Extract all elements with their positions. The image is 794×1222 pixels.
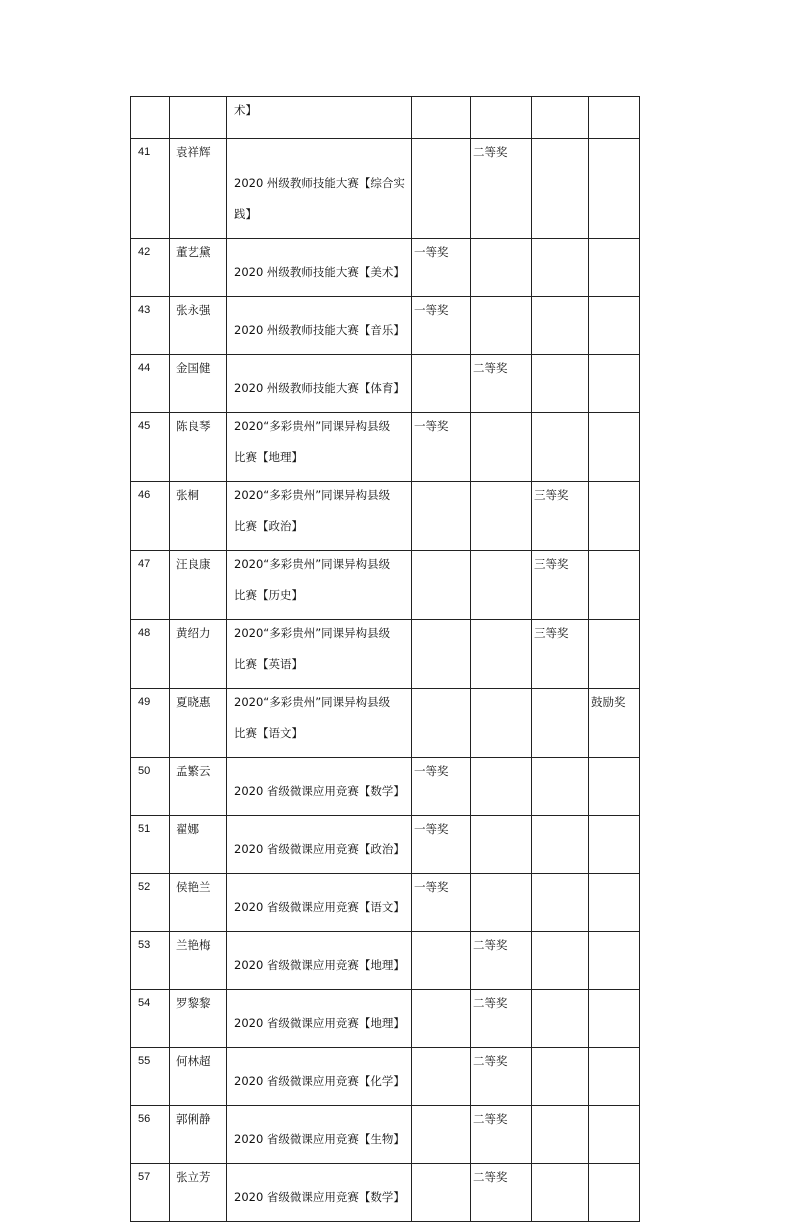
competition-cell — [227, 1048, 412, 1106]
award-label — [471, 239, 531, 245]
award-label — [589, 239, 639, 245]
competition-cell — [227, 482, 412, 551]
award-label: 一等奖 — [414, 303, 449, 317]
award-label — [471, 482, 531, 488]
award-label — [589, 139, 639, 145]
competition-name — [227, 990, 411, 1047]
competition-cell — [227, 990, 412, 1048]
award-label — [532, 874, 588, 880]
competition-line: 2020 省级微课应用竞赛【生物】 — [234, 1132, 405, 1146]
award-cell-4 — [589, 1048, 640, 1106]
row-number: 53 — [138, 939, 151, 951]
award-cell-2 — [471, 932, 532, 990]
award-label — [532, 816, 588, 822]
award-cell-4 — [589, 816, 640, 874]
award-label — [589, 816, 639, 822]
teacher-name-cell — [170, 413, 227, 482]
award-label — [532, 932, 588, 938]
award-label — [471, 689, 531, 695]
award-cell-4 — [589, 758, 640, 816]
table-row — [131, 689, 640, 758]
award-label — [532, 97, 588, 103]
award-cell-4 — [589, 620, 640, 689]
award-label — [532, 1164, 588, 1170]
teacher-name-cell — [170, 816, 227, 874]
competition-line: 2020“多彩贵州”同课异构县级 — [234, 557, 391, 571]
award-label — [412, 139, 470, 145]
award-label: 二等奖 — [473, 1112, 508, 1126]
award-cell-3 — [532, 297, 589, 355]
award-label — [532, 239, 588, 245]
teacher-name-cell — [170, 758, 227, 816]
award-cell-1 — [412, 689, 471, 758]
row-number: 42 — [138, 246, 151, 258]
row-number-cell — [131, 990, 170, 1048]
award-label: 二等奖 — [473, 1170, 508, 1184]
award-label: 一等奖 — [414, 419, 449, 433]
competition-name — [227, 758, 411, 815]
row-number: 50 — [138, 765, 151, 777]
row-number: 47 — [138, 558, 151, 570]
competition-cell — [227, 1164, 412, 1222]
award-label — [532, 139, 588, 145]
competition-line: 比赛【英语】 — [234, 657, 303, 671]
teacher-name: 罗黎黎 — [176, 996, 211, 1010]
row-number-cell — [131, 139, 170, 239]
award-cell-1 — [412, 816, 471, 874]
competition-line: 2020 州级教师技能大赛【美术】 — [234, 265, 405, 279]
table-row — [131, 355, 640, 413]
award-label: 二等奖 — [473, 145, 508, 159]
teacher-name-cell — [170, 551, 227, 620]
award-label — [471, 97, 531, 103]
award-cell-1 — [412, 551, 471, 620]
award-label — [471, 874, 531, 880]
award-cell-4 — [589, 355, 640, 413]
award-cell-2 — [471, 990, 532, 1048]
row-number-cell — [131, 551, 170, 620]
award-cell-3 — [532, 620, 589, 689]
competition-name — [227, 1106, 411, 1163]
award-label — [589, 551, 639, 557]
competition-line: 2020 州级教师技能大赛【音乐】 — [234, 323, 405, 337]
competition-cell — [227, 551, 412, 620]
row-number-cell — [131, 482, 170, 551]
award-cell-4 — [589, 932, 640, 990]
award-label — [471, 816, 531, 822]
teacher-name-cell — [170, 297, 227, 355]
competition-name — [227, 482, 411, 550]
award-label — [589, 1164, 639, 1170]
award-cell-4 — [589, 297, 640, 355]
award-cell-4 — [589, 1164, 640, 1222]
row-number-cell — [131, 97, 170, 139]
award-label — [412, 355, 470, 361]
competition-cell — [227, 816, 412, 874]
award-cell-1 — [412, 355, 471, 413]
row-number-cell — [131, 413, 170, 482]
award-cell-1 — [412, 139, 471, 239]
teacher-name: 金国健 — [176, 361, 211, 375]
competition-line: 2020“多彩贵州”同课异构县级 — [234, 626, 391, 640]
teacher-name: 张桐 — [176, 488, 199, 502]
teacher-name-cell — [170, 1048, 227, 1106]
award-label — [589, 297, 639, 303]
award-label — [589, 620, 639, 626]
award-label — [471, 758, 531, 764]
award-cell-2 — [471, 297, 532, 355]
award-cell-3 — [532, 482, 589, 551]
award-cell-1 — [412, 413, 471, 482]
award-cell-4 — [589, 874, 640, 932]
competition-cell — [227, 239, 412, 297]
award-cell-1 — [412, 758, 471, 816]
award-cell-4 — [589, 413, 640, 482]
row-number — [131, 97, 169, 103]
teacher-name: 袁祥辉 — [176, 145, 211, 159]
competition-cell — [227, 97, 412, 139]
award-cell-1 — [412, 297, 471, 355]
row-number: 54 — [138, 997, 151, 1009]
award-label — [589, 758, 639, 764]
competition-line — [234, 145, 411, 176]
award-label — [589, 413, 639, 419]
table-row — [131, 874, 640, 932]
table-row — [131, 297, 640, 355]
award-cell-2 — [471, 355, 532, 413]
competition-name — [227, 97, 411, 134]
teacher-name-cell — [170, 97, 227, 139]
row-number: 45 — [138, 420, 151, 432]
row-number: 52 — [138, 881, 151, 893]
award-label: 二等奖 — [473, 1054, 508, 1068]
teacher-name: 陈良琴 — [176, 419, 211, 433]
award-cell-2 — [471, 482, 532, 551]
table-row — [131, 239, 640, 297]
competition-name — [227, 239, 411, 296]
competition-cell — [227, 932, 412, 990]
award-cell-2 — [471, 816, 532, 874]
award-cell-2 — [471, 139, 532, 239]
award-cell-3 — [532, 551, 589, 620]
award-cell-1 — [412, 990, 471, 1048]
row-number-cell — [131, 355, 170, 413]
teacher-name-cell — [170, 1164, 227, 1222]
award-cell-1 — [412, 482, 471, 551]
award-cell-4 — [589, 551, 640, 620]
teacher-name: 兰艳梅 — [176, 938, 211, 952]
award-label — [589, 482, 639, 488]
competition-cell — [227, 689, 412, 758]
competition-line: 2020 省级微课应用竞赛【数学】 — [234, 1190, 405, 1204]
award-cell-2 — [471, 413, 532, 482]
teacher-name-cell — [170, 990, 227, 1048]
teacher-name-cell — [170, 620, 227, 689]
award-cell-2 — [471, 239, 532, 297]
competition-name — [227, 689, 411, 757]
award-cell-2 — [471, 874, 532, 932]
row-number: 57 — [138, 1171, 151, 1183]
teacher-name: 张立芳 — [176, 1170, 211, 1184]
award-label — [589, 97, 639, 103]
award-cell-4 — [589, 139, 640, 239]
award-cell-2 — [471, 1048, 532, 1106]
competition-name — [227, 874, 411, 931]
awards-table — [130, 96, 640, 1222]
award-cell-4 — [589, 239, 640, 297]
teacher-name: 夏晓惠 — [176, 695, 211, 709]
award-label: 三等奖 — [534, 557, 569, 571]
award-cell-2 — [471, 97, 532, 139]
competition-name — [227, 355, 411, 412]
award-label — [589, 990, 639, 996]
competition-line: 2020“多彩贵州”同课异构县级 — [234, 419, 391, 433]
table-row — [131, 620, 640, 689]
row-number-cell — [131, 874, 170, 932]
table-row — [131, 482, 640, 551]
teacher-name: 何林超 — [176, 1054, 211, 1068]
teacher-name-cell — [170, 874, 227, 932]
award-cell-3 — [532, 139, 589, 239]
teacher-name: 黄绍力 — [176, 626, 211, 640]
award-cell-1 — [412, 620, 471, 689]
row-number: 56 — [138, 1113, 151, 1125]
award-label — [412, 932, 470, 938]
teacher-name: 翟娜 — [176, 822, 199, 836]
row-number-cell — [131, 1164, 170, 1222]
award-label — [412, 620, 470, 626]
teacher-name-cell — [170, 689, 227, 758]
award-cell-4 — [589, 97, 640, 139]
teacher-name-cell — [170, 355, 227, 413]
award-label — [412, 990, 470, 996]
award-cell-3 — [532, 874, 589, 932]
teacher-name-cell — [170, 139, 227, 239]
teacher-name: 侯艳兰 — [176, 880, 211, 894]
table-row — [131, 1164, 640, 1222]
competition-line: 践】 — [234, 207, 257, 221]
award-cell-2 — [471, 758, 532, 816]
competition-cell — [227, 1106, 412, 1164]
award-cell-3 — [532, 413, 589, 482]
award-cell-2 — [471, 689, 532, 758]
row-number: 48 — [138, 627, 151, 639]
competition-line: 比赛【政治】 — [234, 519, 303, 533]
competition-line: 2020 省级微课应用竞赛【政治】 — [234, 842, 405, 856]
competition-name — [227, 816, 411, 873]
competition-line: 2020 州级教师技能大赛【综合实 — [234, 176, 405, 190]
row-number-cell — [131, 689, 170, 758]
award-label — [589, 355, 639, 361]
award-label: 二等奖 — [473, 938, 508, 952]
award-label — [412, 1164, 470, 1170]
award-label — [589, 932, 639, 938]
award-label — [412, 482, 470, 488]
award-label: 鼓励奖 — [591, 695, 626, 709]
award-label — [412, 1048, 470, 1054]
award-label — [471, 413, 531, 419]
competition-line: 术】 — [234, 103, 257, 117]
award-cell-2 — [471, 620, 532, 689]
teacher-name — [170, 97, 226, 103]
competition-cell — [227, 355, 412, 413]
row-number-cell — [131, 620, 170, 689]
award-cell-2 — [471, 551, 532, 620]
award-cell-4 — [589, 990, 640, 1048]
teacher-name: 董艺黛 — [176, 245, 211, 259]
award-cell-3 — [532, 1106, 589, 1164]
award-cell-1 — [412, 932, 471, 990]
award-cell-3 — [532, 932, 589, 990]
row-number-cell — [131, 1048, 170, 1106]
award-label — [532, 297, 588, 303]
award-label — [412, 551, 470, 557]
competition-line: 2020 省级微课应用竞赛【地理】 — [234, 958, 405, 972]
award-label: 一等奖 — [414, 822, 449, 836]
row-number-cell — [131, 816, 170, 874]
award-cell-1 — [412, 1106, 471, 1164]
award-label — [412, 689, 470, 695]
table-row — [131, 990, 640, 1048]
row-number-cell — [131, 297, 170, 355]
awards-table-body — [131, 97, 640, 1222]
competition-line: 2020 省级微课应用竞赛【化学】 — [234, 1074, 405, 1088]
award-cell-3 — [532, 1048, 589, 1106]
award-cell-1 — [412, 1048, 471, 1106]
award-cell-3 — [532, 990, 589, 1048]
award-label — [589, 1106, 639, 1112]
award-label — [532, 758, 588, 764]
competition-name — [227, 1164, 411, 1221]
row-number: 51 — [138, 823, 151, 835]
table-row — [131, 816, 640, 874]
table-row — [131, 551, 640, 620]
teacher-name-cell — [170, 239, 227, 297]
table-row — [131, 1048, 640, 1106]
row-number: 43 — [138, 304, 151, 316]
teacher-name: 张永强 — [176, 303, 211, 317]
competition-name — [227, 413, 411, 481]
award-cell-1 — [412, 1164, 471, 1222]
award-label — [532, 1048, 588, 1054]
award-label — [589, 1048, 639, 1054]
award-label: 三等奖 — [534, 626, 569, 640]
competition-cell — [227, 620, 412, 689]
award-cell-3 — [532, 816, 589, 874]
teacher-name: 汪良康 — [176, 557, 211, 571]
award-cell-2 — [471, 1164, 532, 1222]
award-label — [532, 413, 588, 419]
award-label: 一等奖 — [414, 245, 449, 259]
award-cell-2 — [471, 1106, 532, 1164]
competition-cell — [227, 413, 412, 482]
award-cell-3 — [532, 355, 589, 413]
competition-cell — [227, 758, 412, 816]
award-cell-3 — [532, 689, 589, 758]
competition-name — [227, 932, 411, 989]
award-cell-1 — [412, 97, 471, 139]
competition-name — [227, 139, 411, 238]
award-label: 二等奖 — [473, 996, 508, 1010]
award-cell-4 — [589, 482, 640, 551]
competition-cell — [227, 297, 412, 355]
award-label: 一等奖 — [414, 764, 449, 778]
row-number-cell — [131, 239, 170, 297]
table-row — [131, 139, 640, 239]
competition-line: 比赛【历史】 — [234, 588, 303, 602]
award-cell-3 — [532, 239, 589, 297]
teacher-name: 郭俐静 — [176, 1112, 211, 1126]
table-row — [131, 1106, 640, 1164]
competition-name — [227, 297, 411, 354]
award-label — [532, 689, 588, 695]
award-label — [532, 355, 588, 361]
award-label — [471, 551, 531, 557]
award-label — [412, 97, 470, 103]
competition-line: 2020“多彩贵州”同课异构县级 — [234, 695, 391, 709]
competition-name — [227, 1048, 411, 1105]
row-number: 49 — [138, 696, 151, 708]
row-number-cell — [131, 932, 170, 990]
competition-line: 比赛【地理】 — [234, 450, 303, 464]
competition-line: 2020“多彩贵州”同课异构县级 — [234, 488, 391, 502]
competition-cell — [227, 874, 412, 932]
award-label: 三等奖 — [534, 488, 569, 502]
table-row — [131, 758, 640, 816]
competition-line: 比赛【语文】 — [234, 726, 303, 740]
award-cell-3 — [532, 1164, 589, 1222]
award-label: 一等奖 — [414, 880, 449, 894]
row-number: 41 — [138, 146, 151, 158]
award-label — [471, 620, 531, 626]
award-cell-3 — [532, 758, 589, 816]
row-number: 44 — [138, 362, 151, 374]
competition-line: 2020 省级微课应用竞赛【语文】 — [234, 900, 405, 914]
award-label — [471, 297, 531, 303]
row-number-cell — [131, 1106, 170, 1164]
teacher-name-cell — [170, 1106, 227, 1164]
award-label — [532, 1106, 588, 1112]
teacher-name-cell — [170, 482, 227, 551]
row-number: 46 — [138, 489, 151, 501]
competition-name — [227, 551, 411, 619]
teacher-name: 孟繁云 — [176, 764, 211, 778]
award-cell-4 — [589, 689, 640, 758]
table-row — [131, 413, 640, 482]
award-cell-1 — [412, 239, 471, 297]
competition-line: 2020 省级微课应用竞赛【地理】 — [234, 1016, 405, 1030]
award-label: 二等奖 — [473, 361, 508, 375]
row-number: 55 — [138, 1055, 151, 1067]
table-row — [131, 97, 640, 139]
teacher-name-cell — [170, 932, 227, 990]
award-cell-4 — [589, 1106, 640, 1164]
row-number-cell — [131, 758, 170, 816]
award-label — [412, 1106, 470, 1112]
competition-line: 2020 州级教师技能大赛【体育】 — [234, 381, 405, 395]
award-cell-3 — [532, 97, 589, 139]
table-row — [131, 932, 640, 990]
award-label — [589, 874, 639, 880]
competition-name — [227, 620, 411, 688]
competition-cell — [227, 139, 412, 239]
competition-line: 2020 省级微课应用竞赛【数学】 — [234, 784, 405, 798]
award-label — [532, 990, 588, 996]
award-cell-1 — [412, 874, 471, 932]
